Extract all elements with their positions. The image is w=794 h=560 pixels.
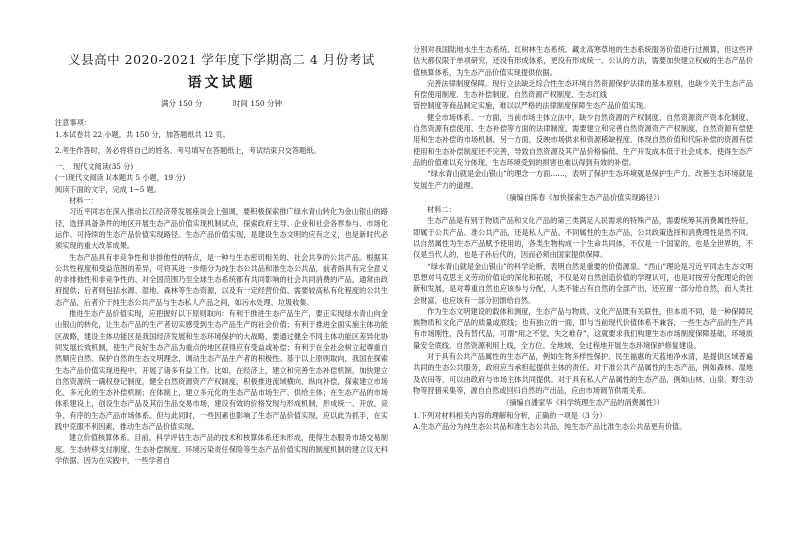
question-1-option-a: A.生态产品分为纯生态公共品和准生态公共品，纯生态产品比准生态公共品更有价值。	[413, 421, 687, 431]
right-paragraph: 健全市场体系。一方面，当前市场主体立法中，缺少自然资源的产权制度、自然资源资产资本化制度、自然资源有偿使用、生态补偿等方面的法律制度，需要建立和完善自然资源资产产权制度，自然资源有偿使用和生态补偿的市场机制。另一方面，反映市场供求和资源稀缺程度、体现自然价值和代际补偿的资源有偿使用和生态补偿制度还不完善，导致自然资源及其产品价格偏低、生产开发成本低于社会成本，使得生态产品的价值难以充分体现，生态环境受到的损害也难以得到有效的补偿。	[413, 112, 753, 167]
left-column	[55, 0, 388, 560]
full-score: 满分 150 分	[160, 99, 203, 108]
source-citation-1: （摘编自陈春《加快探索生态产品价值实现路径》）	[502, 192, 664, 202]
subject-title: 语文试题	[187, 75, 256, 91]
material2-paragraph: “绿水青山就是金山银山”的科学论断，表明自然是重要的价值源泉。“西山”理论是习近平同志生态文明思想对马克思主义劳动价值论的深化和拓展，不仅是对自然创造价值的学理认可，也是对按劳分配理论的创新和发展，是对尊重自然也应该参与分配，人类不能占有自然的全部产出，还应留一部分给自然，而人类社会财富，也应该有一部分回馈给自然。	[413, 261, 753, 305]
section-heading: 一、 现代文阅读(35 分)	[55, 162, 134, 172]
notice-item-1: 1.本试卷共 22 小题，共 150 分，加答题纸共 12 页。	[55, 129, 230, 139]
material1-label: 材料一：	[69, 196, 98, 206]
question-1-stem: 1.下列对材料相关内容的理解和分析，正确的一项是（3 分）	[413, 410, 607, 420]
right-paragraph: 分别对我国陆地水生生态系统、红树林生态系统、藏北高寒草地的生态系统服务价值进行过测算，但这些评估大都仅限于单项研究，还没有形成体系，更没有形成统一、公认的方法，需要加快建立权威的生态产品价值核算体系，为生态产品价值实现提供依据。	[413, 45, 753, 77]
right-paragraph: “绿水青山就是金山银山”的理念一方面……，表明了保护生态环境就是保护生产力、改善生态环境就是发展生产力的道理。	[413, 169, 753, 190]
right-column	[413, 0, 753, 560]
section-instruction: 阅读下面的文字，完成 1~5 题。	[55, 184, 161, 194]
left-paragraph: 推进生态产品价值实现，应把握好以下原则取向：有利于推进生态产品生产，要正实现绿水青山向金山银山的转化，让生态产品的生产者切实感受到生态产品生产的社会价值；有利于推进全面实施主体功能区战略，建设主体功能区是我国经济发展和生态环境保护的大战略，要通过健全不同主体功能区差异化协同发展长效机制，使生产良好生态产品为重点的地区获得应有受益或补偿；有利于在全社会树立起尊重自然顺应自然、保护自然的生态文明理念，调动生态产品生产者的积极性。基于以上原则取向，我国在探索生态产品价值实现进程中，开展了诸多有益工作。比如，在经济上，建立和完善生态补偿机制，加快建立自然资源统一确权登记制度，健全自然资源资产产权制度，积极推进流域横向、纵向补偿，探索建立市场化、多元化的生态补偿机制；在体制上，建立多元化的生态产品市场生产、供给主体；在生态产品的市场体系建设上，创设生态产品及其衍生品交易市场，建设有效的价格发现与形成机制，形成统一、开放、竞争、有序的生态产品市场体系。但与此同时，一些因素也影响了生态产品价值实现，应以此为抓手，在实践中克服不利因素，推动生态产品价值实现。	[55, 309, 388, 432]
material2-paragraph: 对于具有公共产品属性的生态产品，例如生物多样性保护、民生福惠的天蓝地净水清，是提供区域普遍共同的生态公共服务，政府应当承担起提供主体的责任。对于准公共产品属性的生态产品，例如森林、湿地及农田等，可以由政府与市场主体共同提供。对于具有私人产品属性的生态产品，例如山林、山泉、野生动物等狩猎采集等，源自自然或回归自然的产出品，应由市场调节供需关系。	[413, 352, 753, 395]
exam-title: 义县高中 2020-2021 学年度下学期高二 4 月份考试	[68, 52, 375, 67]
material2-label: 材料二：	[427, 205, 456, 215]
left-paragraph: 生态产品具有非竞争性和非排他性的特点，是一种与生态密切相关的、社会共享的公共产品。根据其公共性程度和受益范围的差异，可将其进一步细分为纯生态公共品和准生态公共品，前者指具有完全意义的非排他性和非竞争性的、对全国范围乃至全球生态系统都有共同影响的社会共同消费的产品，通常由政府提供；后者则包括水源、湿地、森林等生态资源，以及有一定经营价值、需要较高私有化程度的公共生态产品，后者介于纯生态公共产品与生态私人产品之间，如污水处理、垃圾收集。	[55, 252, 388, 307]
material2-paragraph: 作为生态文明建设的载体和测度，生态产品与物质、文化产品既有关联性，但本质不同，是一种保障民族物质和文化产品的质量或底线；也有独立的一面，即与当前现代价值体系不兼容，一些生态产品的生产具有市场刚性，没有替代品，可谓“用之不觉，失之难存”，这就要求我们构建生态市场制度保障基础，环境质量安全底线、自然资源利用上线，全方位、全地域、全过程地开展生态环境保护修复建设。	[413, 306, 753, 350]
left-paragraph: 建立价值核算体系。目前，科学评估生态产品的技术和核算体系还未形成，使得生态服务市场交易制度、生态转移支付制度、生态补偿制度、环境污染责任保险等生态产品价值实现的制度机制的建立议无科学依据。因为在实践中，一些学者自	[55, 433, 388, 465]
material2-paragraph: 生态产品是有别于物质产品和文化产品的第三类满足人民需求的特殊产品，需要统筹其消费属性特征，即属于公共产品、准公共产品，还是私人产品。不同属性的生态产品，公共政策选择和消费理性是然不同。以自然属性为生态产品赋予使用的，各类生物构成一个生命共同体，不仅是一个国家的，也是全世界的，不仅是当代人的，也是子孙后代的，因而必须由国家提供保障。	[413, 216, 753, 260]
exam-meta	[55, 98, 388, 109]
section-sub-heading: (一)现代文阅读 I(本题共 5 小题，19 分)	[55, 173, 186, 183]
right-paragraph: 完善法律制度保障。现行立法缺乏综合性生态环境自然资源保护法律的基本原则，也缺少关于生态产品有偿使用制度、生态补偿制度、自然资源产权制度、生态红线	[413, 78, 753, 100]
notice-item-2: 2.考生作答时，务必将将自己的姓名、考号填写在答题纸上，考试结束只交答题纸。	[55, 145, 321, 155]
source-citation-2: （摘编自潘家华《科学统理生态产品的消费属性》）	[502, 398, 664, 408]
notice-heading: 注意事项：	[55, 118, 91, 128]
right-paragraph: 管控制度等商品制定实施，难以以严格的法律制度保障生态产品价值实现。	[413, 101, 651, 111]
exam-time: 时间 150 分钟	[232, 99, 283, 108]
left-paragraph: 习近平同志在深入推动长江经济带发展座谈会上强调，要积极探索推广绿水青山转化为金山银山的路径，选择具备条件的地区开展生态产品价值实现机制试点，探索政府主导、企业和社会各界参与、市场化运作、可持续的生态产品价值实现路径。生态产品价值实现，是建设生态文明的应有之义，也是新时代必须实现的重大改革成果。	[55, 207, 388, 251]
